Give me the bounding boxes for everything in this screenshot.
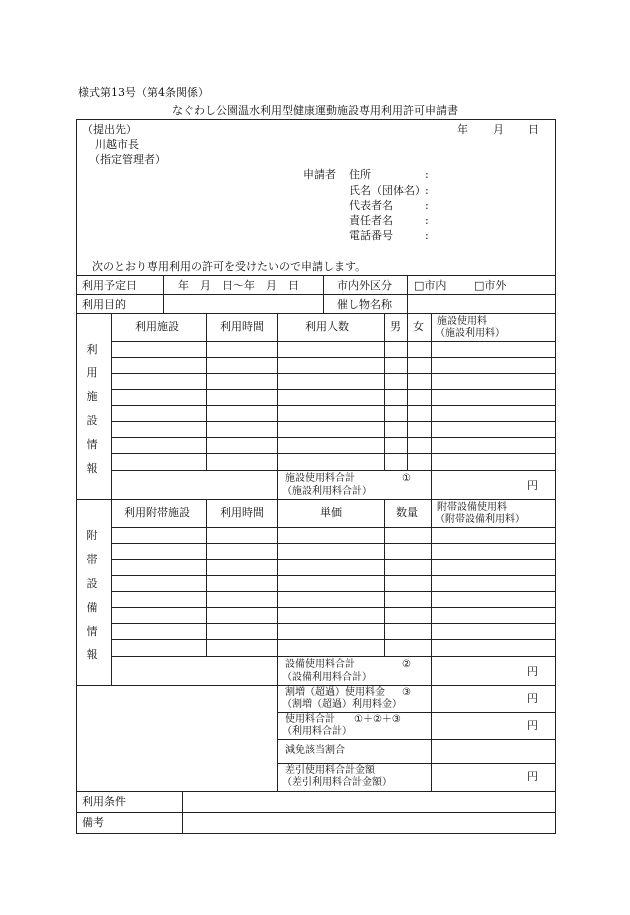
form-number: 様式第13号（第4条関係）: [78, 86, 209, 99]
col-equipment-fee: 附帯設備使用料: [437, 502, 507, 513]
grand-total-label: 使用料合計: [285, 714, 335, 725]
applicant-responsible-label: 責任者名: [349, 214, 393, 227]
colon: :: [425, 199, 429, 212]
within-city-checkbox[interactable]: □市内: [414, 279, 447, 292]
city-area-label: 市内外区分: [337, 279, 392, 292]
facility-fee-total-label: 施設使用料合計: [285, 473, 355, 484]
facility-section-label-char: 施: [86, 390, 98, 403]
grand-total-alt: （利用料合計）: [282, 726, 352, 737]
planned-date-label: 利用予定日: [82, 279, 137, 292]
total-mark-3: ③: [402, 687, 411, 698]
applicant-address-label: 住所: [349, 168, 371, 181]
colon: :: [425, 168, 429, 181]
designated-manager-label: （指定管理者）: [89, 153, 166, 166]
equipment-section-label-char: 報: [86, 648, 98, 661]
facility-section-label-char: 用: [86, 366, 98, 379]
total-mark-1: ①: [402, 473, 411, 484]
col-facility-fee-alt: （施設利用料）: [435, 328, 505, 339]
form-title: なぐわし公園温水利用型健康運動施設専用利用許可申請書: [172, 104, 458, 117]
col-number-of-users: 利用人数: [305, 320, 349, 333]
remarks-label: 備考: [82, 816, 104, 829]
equipment-fee-total-label: 設備使用料合計: [285, 659, 355, 670]
addressee-label: （提出先）: [82, 123, 137, 136]
equipment-section-label-char: 備: [86, 601, 98, 614]
col-female: 女: [413, 320, 424, 333]
yen-unit: 円: [527, 665, 538, 678]
facility-section-label-char: 情: [86, 438, 98, 451]
applicant-name-label: 氏名（団体名）: [349, 184, 426, 197]
col-quantity: 数量: [396, 506, 418, 519]
planned-date-format[interactable]: 年 月 日～年 月 日: [178, 279, 299, 292]
purpose-label: 利用目的: [82, 298, 126, 311]
date-month-label: 月: [493, 123, 504, 136]
col-unit-price: 単価: [320, 506, 342, 519]
facility-section-label-char: 利: [86, 343, 98, 356]
usage-conditions-label: 利用条件: [82, 795, 126, 808]
col-usage-time: 利用時間: [220, 506, 264, 519]
colon: :: [425, 184, 429, 197]
yen-unit: 円: [527, 719, 538, 732]
colon: :: [425, 229, 429, 242]
facility-section-label-char: 設: [86, 414, 98, 427]
total-mark-2: ②: [402, 659, 411, 670]
colon: :: [425, 214, 429, 227]
surcharge-fee-alt: （割増（超過）利用料金）: [282, 699, 402, 710]
facility-fee-total-alt: （施設利用料合計）: [282, 486, 372, 497]
surcharge-fee-label: 割増（超過）使用料金: [285, 687, 385, 698]
mayor-label: 川越市長: [95, 138, 139, 151]
outside-city-checkbox[interactable]: □市外: [474, 279, 507, 292]
grand-total-formula: ①＋②＋③: [354, 714, 401, 725]
net-total-alt: （差引利用料合計金額）: [282, 777, 392, 788]
request-text: 次のとおり専用利用の許可を受けたいので申請します。: [92, 260, 367, 273]
yen-unit: 円: [527, 692, 538, 705]
equipment-fee-total-alt: （設備利用料合計）: [282, 672, 372, 683]
facility-section-label-char: 報: [86, 462, 98, 475]
yen-unit: 円: [527, 770, 538, 783]
yen-unit: 円: [527, 479, 538, 492]
date-year-label: 年: [457, 123, 468, 136]
col-equipment: 利用附帯施設: [124, 506, 190, 519]
col-facility-fee: 施設使用料: [437, 316, 487, 327]
applicant-phone-label: 電話番号: [349, 229, 393, 242]
equipment-section-label-char: 情: [86, 625, 98, 638]
date-day-label: 日: [528, 123, 539, 136]
equipment-section-label-char: 帯: [86, 553, 98, 566]
col-male: 男: [390, 320, 401, 333]
equipment-section-label-char: 附: [86, 529, 98, 542]
col-usage-time: 利用時間: [220, 320, 264, 333]
col-equipment-fee-alt: （附帯設備利用料）: [435, 514, 525, 525]
equipment-section-label-char: 設: [86, 577, 98, 590]
applicant-label: 申請者: [303, 168, 336, 181]
applicant-representative-label: 代表者名: [349, 199, 393, 212]
event-name-label: 催し物名称: [337, 298, 392, 311]
col-facility: 利用施設: [135, 320, 179, 333]
net-total-label: 差引使用料合計金額: [285, 765, 375, 776]
discount-rate-label: 減免該当割合: [285, 745, 345, 756]
